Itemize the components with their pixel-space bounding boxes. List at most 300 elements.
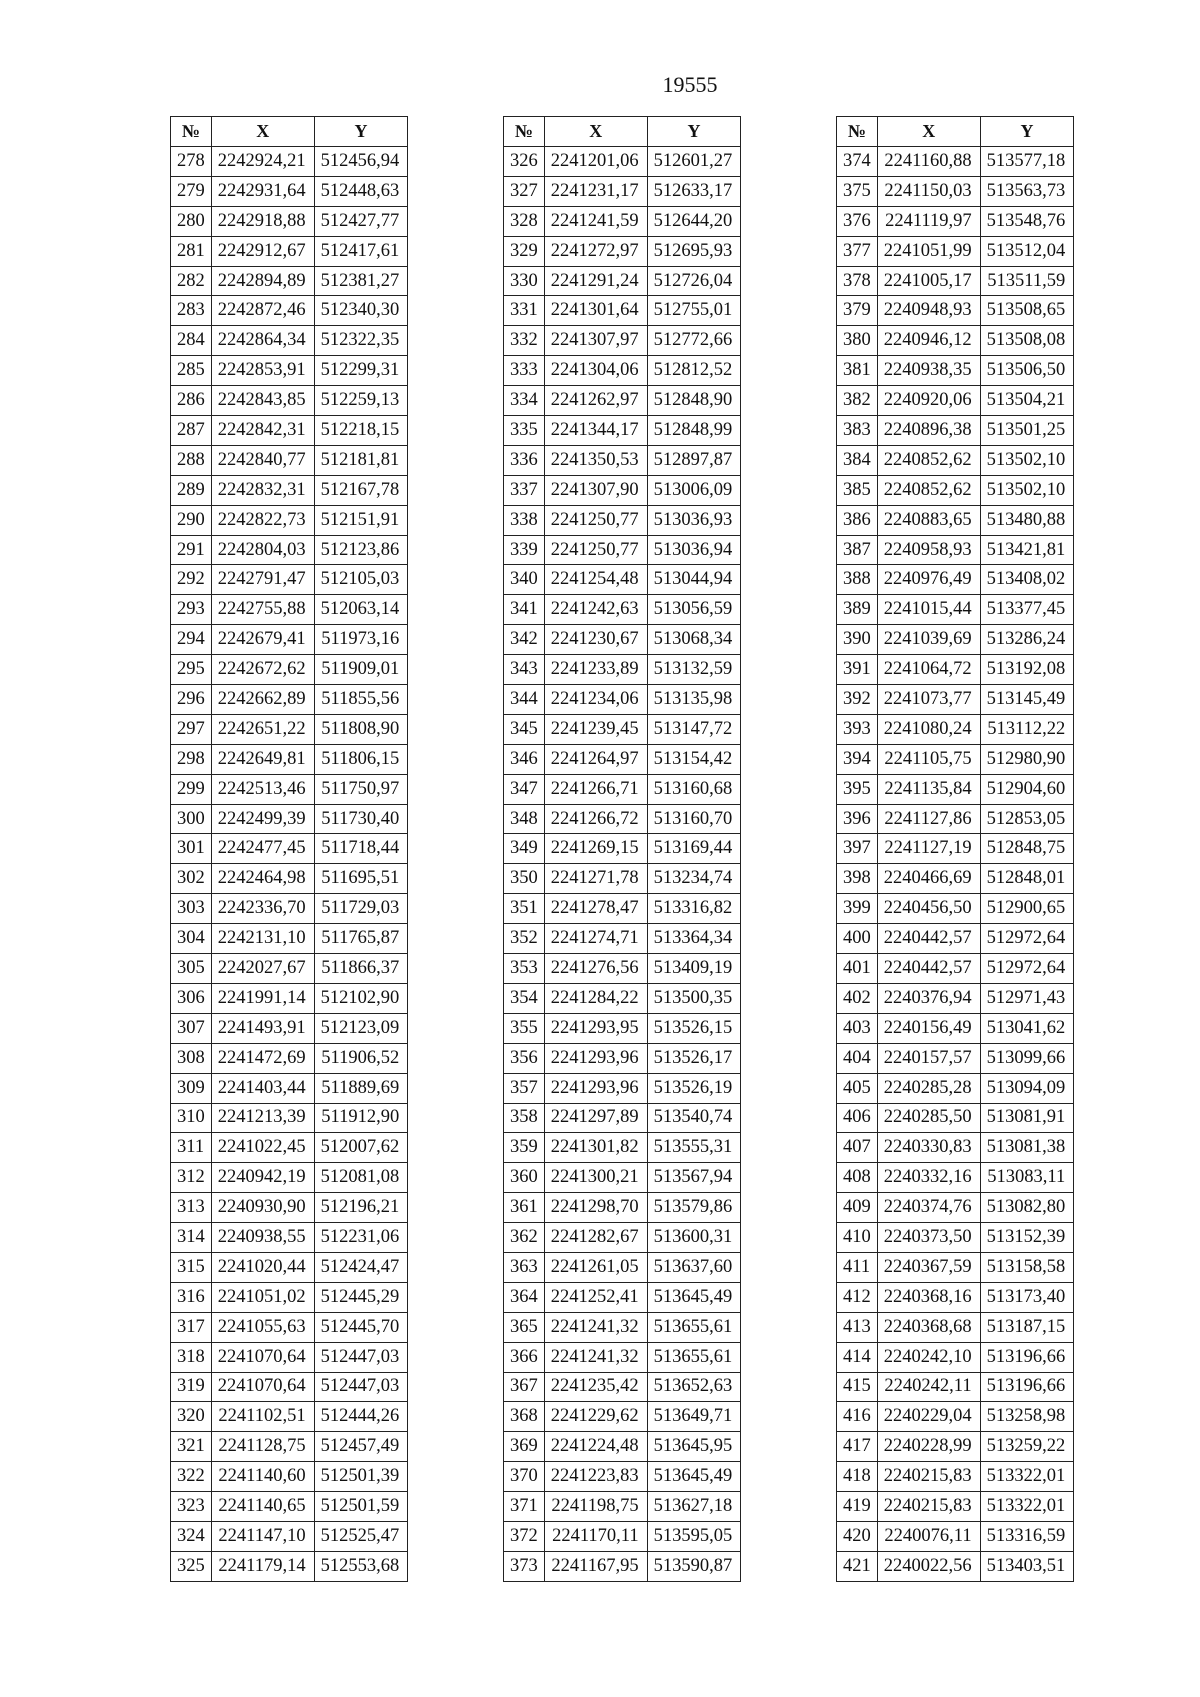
cell-number: 302	[171, 864, 212, 894]
cell-number: 379	[837, 296, 878, 326]
cell-number: 331	[504, 296, 545, 326]
cell-number: 279	[171, 176, 212, 206]
table-row	[504, 1103, 741, 1133]
cell-y: 513112,22	[980, 714, 1074, 744]
cell-y: 512123,09	[314, 1013, 408, 1043]
table-row	[837, 535, 1074, 565]
table-row	[504, 685, 741, 715]
cell-y: 513655,61	[647, 1312, 741, 1342]
cell-number: 301	[171, 834, 212, 864]
table-row	[504, 296, 741, 326]
table-row	[837, 1103, 1074, 1133]
cell-y: 512218,15	[314, 416, 408, 446]
table-row	[171, 744, 408, 774]
table-row	[171, 774, 408, 804]
table-row	[504, 744, 741, 774]
cell-number: 289	[171, 475, 212, 505]
table-row	[837, 595, 1074, 625]
cell-number: 387	[837, 535, 878, 565]
column-header-y: Y	[314, 117, 408, 147]
cell-number: 335	[504, 416, 545, 446]
cell-y: 512167,78	[314, 475, 408, 505]
cell-number: 399	[837, 894, 878, 924]
cell-y: 512340,30	[314, 296, 408, 326]
cell-x: 2241039,69	[877, 625, 980, 655]
cell-y: 513322,01	[980, 1462, 1074, 1492]
cell-number: 345	[504, 714, 545, 744]
cell-y: 512299,31	[314, 356, 408, 386]
table-row	[837, 266, 1074, 296]
table-row	[171, 505, 408, 535]
table-row	[171, 1312, 408, 1342]
table-row	[837, 475, 1074, 505]
cell-y: 511909,01	[314, 655, 408, 685]
cell-number: 281	[171, 236, 212, 266]
cell-x: 2240157,57	[877, 1043, 980, 1073]
cell-y: 512904,60	[980, 774, 1074, 804]
cell-x: 2240368,68	[877, 1312, 980, 1342]
table-row	[504, 1252, 741, 1282]
cell-y: 513135,98	[647, 685, 741, 715]
cell-number: 412	[837, 1282, 878, 1312]
cell-number: 280	[171, 206, 212, 236]
cell-y: 512972,64	[980, 954, 1074, 984]
cell-y: 511718,44	[314, 834, 408, 864]
cell-x: 2241223,83	[544, 1462, 647, 1492]
cell-x: 2241291,24	[544, 266, 647, 296]
table-row	[504, 894, 741, 924]
table-row	[837, 236, 1074, 266]
table-row	[837, 1193, 1074, 1223]
cell-y: 513377,45	[980, 595, 1074, 625]
cell-number: 413	[837, 1312, 878, 1342]
cell-x: 2241135,84	[877, 774, 980, 804]
cell-y: 513160,70	[647, 804, 741, 834]
table-row	[171, 296, 408, 326]
cell-number: 311	[171, 1133, 212, 1163]
cell-x: 2242804,03	[211, 535, 314, 565]
cell-number: 322	[171, 1462, 212, 1492]
table-row	[504, 1402, 741, 1432]
cell-number: 392	[837, 685, 878, 715]
cell-y: 512501,39	[314, 1462, 408, 1492]
cell-y: 513081,38	[980, 1133, 1074, 1163]
cell-number: 420	[837, 1521, 878, 1551]
cell-y: 512695,93	[647, 236, 741, 266]
table-row	[837, 1462, 1074, 1492]
cell-number: 355	[504, 1013, 545, 1043]
cell-x: 2241241,59	[544, 206, 647, 236]
cell-y: 511808,90	[314, 714, 408, 744]
cell-y: 513154,42	[647, 744, 741, 774]
cell-x: 2241201,06	[544, 147, 647, 177]
table-row	[837, 505, 1074, 535]
table-row	[837, 1163, 1074, 1193]
cell-y: 513512,04	[980, 236, 1074, 266]
cell-y: 513502,10	[980, 445, 1074, 475]
cell-number: 364	[504, 1282, 545, 1312]
coordinate-table-3	[836, 116, 1074, 1582]
cell-y: 511729,03	[314, 894, 408, 924]
cell-number: 313	[171, 1193, 212, 1223]
cell-x: 2242843,85	[211, 386, 314, 416]
cell-number: 320	[171, 1402, 212, 1432]
cell-x: 2242027,67	[211, 954, 314, 984]
table-row	[504, 1163, 741, 1193]
cell-x: 2241278,47	[544, 894, 647, 924]
cell-x: 2241272,97	[544, 236, 647, 266]
cell-y: 511866,37	[314, 954, 408, 984]
cell-x: 2241403,44	[211, 1073, 314, 1103]
cell-x: 2241293,96	[544, 1043, 647, 1073]
cell-x: 2242894,89	[211, 266, 314, 296]
table-header-row	[837, 117, 1074, 147]
coordinate-table-1	[170, 116, 408, 1582]
cell-number: 336	[504, 445, 545, 475]
cell-y: 512601,27	[647, 147, 741, 177]
cell-y: 512980,90	[980, 744, 1074, 774]
table-row	[171, 445, 408, 475]
cell-x: 2242791,47	[211, 565, 314, 595]
cell-y: 513006,09	[647, 475, 741, 505]
cell-y: 512381,27	[314, 266, 408, 296]
cell-x: 2241179,14	[211, 1551, 314, 1581]
cell-x: 2240285,50	[877, 1103, 980, 1133]
cell-x: 2241241,32	[544, 1312, 647, 1342]
table-row	[837, 356, 1074, 386]
table-row	[837, 1312, 1074, 1342]
table-row	[504, 236, 741, 266]
table-row	[171, 714, 408, 744]
table-row	[171, 685, 408, 715]
cell-y: 512848,01	[980, 864, 1074, 894]
table-row	[171, 176, 408, 206]
cell-number: 390	[837, 625, 878, 655]
cell-x: 2241274,71	[544, 924, 647, 954]
cell-y: 512848,75	[980, 834, 1074, 864]
table-row	[504, 356, 741, 386]
cell-x: 2242853,91	[211, 356, 314, 386]
cell-x: 2241102,51	[211, 1402, 314, 1432]
cell-y: 512123,86	[314, 535, 408, 565]
cell-y: 513652,63	[647, 1372, 741, 1402]
table-row	[171, 1282, 408, 1312]
cell-x: 2242822,73	[211, 505, 314, 535]
cell-y: 511973,16	[314, 625, 408, 655]
cell-number: 365	[504, 1312, 545, 1342]
table-row	[837, 1521, 1074, 1551]
cell-y: 512525,47	[314, 1521, 408, 1551]
cell-number: 407	[837, 1133, 878, 1163]
cell-number: 312	[171, 1163, 212, 1193]
cell-y: 512456,94	[314, 147, 408, 177]
cell-number: 283	[171, 296, 212, 326]
cell-number: 415	[837, 1372, 878, 1402]
cell-x: 2240883,65	[877, 505, 980, 535]
table-row	[171, 1252, 408, 1282]
cell-x: 2241241,32	[544, 1342, 647, 1372]
cell-y: 513234,74	[647, 864, 741, 894]
cell-x: 2242840,77	[211, 445, 314, 475]
table-row	[171, 595, 408, 625]
cell-number: 284	[171, 326, 212, 356]
cell-y: 512151,91	[314, 505, 408, 535]
table-row	[504, 147, 741, 177]
cell-number: 323	[171, 1492, 212, 1522]
cell-number: 362	[504, 1223, 545, 1253]
cell-x: 2240456,50	[877, 894, 980, 924]
cell-y: 512553,68	[314, 1551, 408, 1581]
cell-y: 511765,87	[314, 924, 408, 954]
table-row	[837, 147, 1074, 177]
cell-y: 512196,21	[314, 1193, 408, 1223]
cell-x: 2241230,67	[544, 625, 647, 655]
cell-y: 513408,02	[980, 565, 1074, 595]
cell-number: 371	[504, 1492, 545, 1522]
cell-number: 396	[837, 804, 878, 834]
cell-y: 513056,59	[647, 595, 741, 625]
cell-number: 296	[171, 685, 212, 715]
table-row	[171, 356, 408, 386]
cell-number: 287	[171, 416, 212, 446]
table-row	[171, 147, 408, 177]
cell-number: 406	[837, 1103, 878, 1133]
cell-number: 414	[837, 1342, 878, 1372]
table-row	[504, 1043, 741, 1073]
cell-x: 2241298,70	[544, 1193, 647, 1223]
cell-x: 2242931,64	[211, 176, 314, 206]
cell-number: 329	[504, 236, 545, 266]
table-row	[171, 983, 408, 1013]
table-row	[837, 983, 1074, 1013]
table-row	[171, 475, 408, 505]
cell-x: 2241140,65	[211, 1492, 314, 1522]
table-row	[837, 386, 1074, 416]
cell-y: 513504,21	[980, 386, 1074, 416]
cell-x: 2241293,96	[544, 1073, 647, 1103]
cell-x: 2242872,46	[211, 296, 314, 326]
cell-y: 513577,18	[980, 147, 1074, 177]
cell-number: 408	[837, 1163, 878, 1193]
cell-number: 388	[837, 565, 878, 595]
cell-y: 512424,47	[314, 1252, 408, 1282]
table-row	[171, 1342, 408, 1372]
cell-x: 2240368,16	[877, 1282, 980, 1312]
cell-x: 2241254,48	[544, 565, 647, 595]
table-row	[837, 744, 1074, 774]
cell-y: 513595,05	[647, 1521, 741, 1551]
cell-y: 512848,90	[647, 386, 741, 416]
table-row	[171, 206, 408, 236]
table-row	[504, 714, 741, 744]
cell-number: 411	[837, 1252, 878, 1282]
cell-x: 2241015,44	[877, 595, 980, 625]
table-row	[504, 655, 741, 685]
cell-number: 409	[837, 1193, 878, 1223]
cell-x: 2240242,10	[877, 1342, 980, 1372]
cell-number: 305	[171, 954, 212, 984]
cell-x: 2241005,17	[877, 266, 980, 296]
table-row	[504, 445, 741, 475]
table-row	[171, 386, 408, 416]
cell-number: 352	[504, 924, 545, 954]
table-row	[837, 1073, 1074, 1103]
cell-x: 2241250,77	[544, 505, 647, 535]
cell-number: 385	[837, 475, 878, 505]
cell-number: 319	[171, 1372, 212, 1402]
cell-number: 291	[171, 535, 212, 565]
cell-x: 2240930,90	[211, 1193, 314, 1223]
table-row	[504, 416, 741, 446]
cell-number: 288	[171, 445, 212, 475]
cell-number: 386	[837, 505, 878, 535]
cell-x: 2242662,89	[211, 685, 314, 715]
cell-y: 513526,19	[647, 1073, 741, 1103]
cell-number: 395	[837, 774, 878, 804]
cell-y: 511889,69	[314, 1073, 408, 1103]
cell-y: 512417,61	[314, 236, 408, 266]
cell-x: 2241233,89	[544, 655, 647, 685]
cell-x: 2241064,72	[877, 655, 980, 685]
cell-y: 513511,59	[980, 266, 1074, 296]
cell-y: 512772,66	[647, 326, 741, 356]
cell-number: 375	[837, 176, 878, 206]
cell-number: 401	[837, 954, 878, 984]
cell-x: 2241264,97	[544, 744, 647, 774]
table-row	[504, 505, 741, 535]
cell-x: 2242832,31	[211, 475, 314, 505]
cell-number: 374	[837, 147, 878, 177]
cell-number: 293	[171, 595, 212, 625]
cell-y: 513600,31	[647, 1223, 741, 1253]
table-row	[171, 625, 408, 655]
cell-x: 2241301,82	[544, 1133, 647, 1163]
cell-x: 2240948,93	[877, 296, 980, 326]
cell-y: 513403,51	[980, 1551, 1074, 1581]
cell-x: 2241160,88	[877, 147, 980, 177]
cell-x: 2242864,34	[211, 326, 314, 356]
column-header-number: №	[504, 117, 545, 147]
cell-number: 361	[504, 1193, 545, 1223]
table-row	[171, 924, 408, 954]
cell-x: 2241150,03	[877, 176, 980, 206]
cell-x: 2241493,91	[211, 1013, 314, 1043]
cell-y: 513094,09	[980, 1073, 1074, 1103]
table-row	[171, 864, 408, 894]
cell-x: 2242477,45	[211, 834, 314, 864]
cell-x: 2242912,67	[211, 236, 314, 266]
table-row	[837, 296, 1074, 326]
cell-number: 405	[837, 1073, 878, 1103]
table-row	[504, 176, 741, 206]
table-row	[837, 206, 1074, 236]
cell-y: 513196,66	[980, 1342, 1074, 1372]
cell-y: 513637,60	[647, 1252, 741, 1282]
cell-y: 513173,40	[980, 1282, 1074, 1312]
table-row	[837, 834, 1074, 864]
cell-x: 2241140,60	[211, 1462, 314, 1492]
cell-number: 389	[837, 595, 878, 625]
cell-y: 512448,63	[314, 176, 408, 206]
table-row	[171, 1223, 408, 1253]
table-row	[171, 804, 408, 834]
table-row	[504, 1492, 741, 1522]
cell-y: 513563,73	[980, 176, 1074, 206]
cell-x: 2241262,97	[544, 386, 647, 416]
cell-number: 391	[837, 655, 878, 685]
cell-y: 512972,64	[980, 924, 1074, 954]
cell-x: 2241271,78	[544, 864, 647, 894]
cell-x: 2241297,89	[544, 1103, 647, 1133]
cell-x: 2241304,06	[544, 356, 647, 386]
cell-y: 513316,82	[647, 894, 741, 924]
cell-number: 402	[837, 983, 878, 1013]
cell-x: 2241307,90	[544, 475, 647, 505]
cell-number: 297	[171, 714, 212, 744]
cell-y: 512259,13	[314, 386, 408, 416]
cell-number: 317	[171, 1312, 212, 1342]
column-header-x: X	[877, 117, 980, 147]
cell-x: 2241119,97	[877, 206, 980, 236]
table-row	[171, 1402, 408, 1432]
cell-number: 330	[504, 266, 545, 296]
cell-x: 2242842,31	[211, 416, 314, 446]
cell-number: 295	[171, 655, 212, 685]
table-row	[837, 1402, 1074, 1432]
table-row	[837, 1372, 1074, 1402]
cell-x: 2240228,99	[877, 1432, 980, 1462]
cell-x: 2240976,49	[877, 565, 980, 595]
cell-x: 2240076,11	[877, 1521, 980, 1551]
cell-y: 513480,88	[980, 505, 1074, 535]
cell-number: 373	[504, 1551, 545, 1581]
cell-y: 513502,10	[980, 475, 1074, 505]
table-row	[837, 864, 1074, 894]
cell-x: 2242336,70	[211, 894, 314, 924]
cell-y: 513132,59	[647, 655, 741, 685]
table-row	[504, 565, 741, 595]
cell-y: 512457,49	[314, 1432, 408, 1462]
cell-x: 2241213,39	[211, 1103, 314, 1133]
cell-number: 285	[171, 356, 212, 386]
cell-y: 511750,97	[314, 774, 408, 804]
column-header-y: Y	[647, 117, 741, 147]
cell-x: 2241070,64	[211, 1342, 314, 1372]
cell-x: 2241239,45	[544, 714, 647, 744]
cell-x: 2242755,88	[211, 595, 314, 625]
cell-number: 359	[504, 1133, 545, 1163]
cell-x: 2241269,15	[544, 834, 647, 864]
cell-y: 513501,25	[980, 416, 1074, 446]
table-row	[171, 535, 408, 565]
table-row	[504, 475, 741, 505]
table-row	[504, 1551, 741, 1581]
cell-number: 341	[504, 595, 545, 625]
table-row	[837, 774, 1074, 804]
cell-y: 512971,43	[980, 983, 1074, 1013]
cell-y: 513555,31	[647, 1133, 741, 1163]
cell-x: 2240022,56	[877, 1551, 980, 1581]
cell-number: 363	[504, 1252, 545, 1282]
table-row	[171, 1521, 408, 1551]
cell-number: 384	[837, 445, 878, 475]
cell-number: 378	[837, 266, 878, 296]
cell-number: 419	[837, 1492, 878, 1522]
cell-number: 366	[504, 1342, 545, 1372]
column-header-x: X	[544, 117, 647, 147]
cell-y: 511855,56	[314, 685, 408, 715]
cell-y: 513500,35	[647, 983, 741, 1013]
